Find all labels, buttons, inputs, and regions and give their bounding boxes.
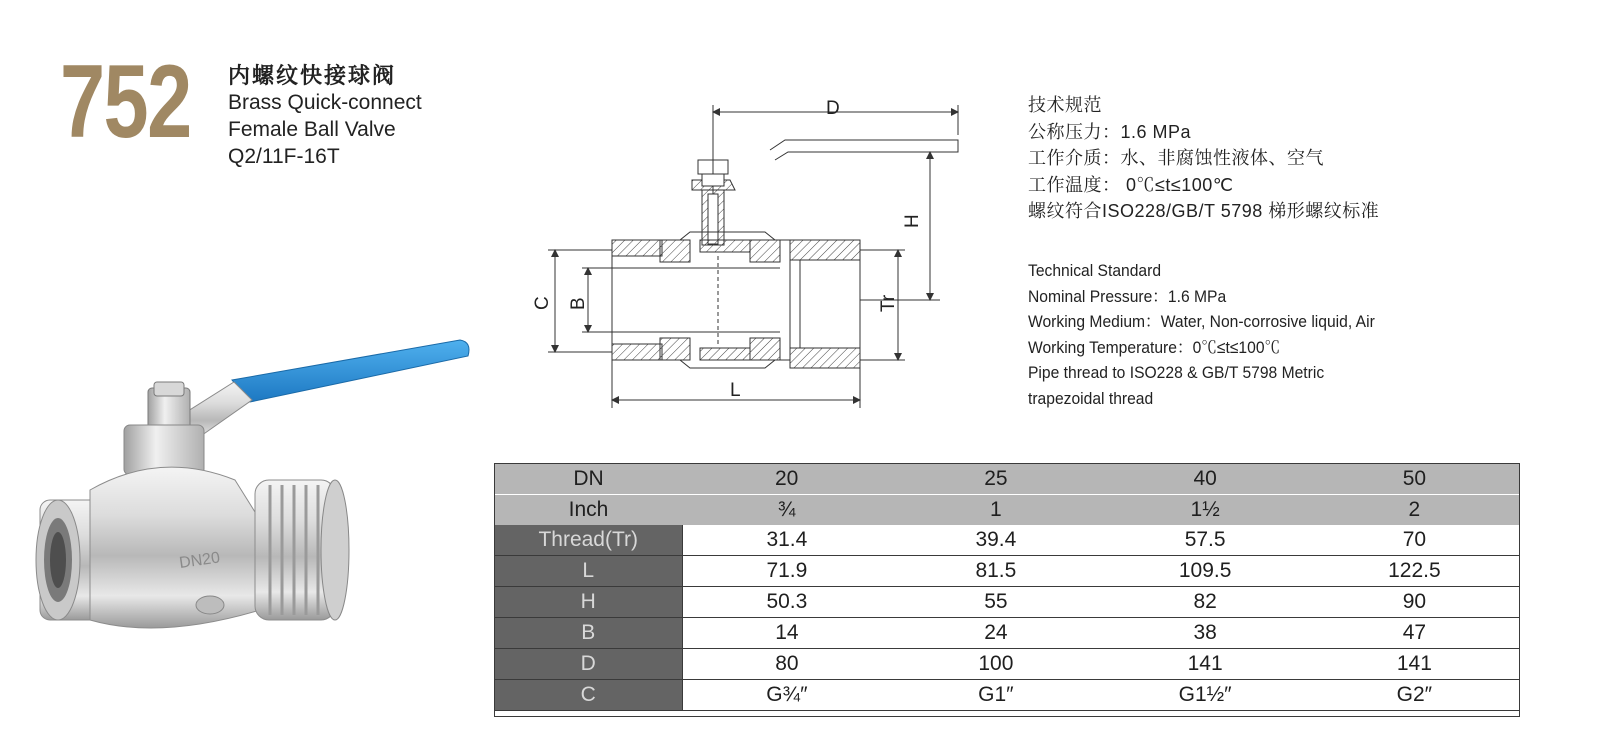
table-row	[495, 587, 1519, 618]
spec-en-line3: Working Temperature：0℃≤t≤100℃	[1028, 337, 1281, 357]
table-cell: 2	[1310, 495, 1519, 526]
valve-body	[90, 467, 260, 628]
dim-label-l: L	[730, 380, 741, 401]
table-cell: 82	[1101, 587, 1310, 618]
table-cell: G1½″	[1101, 680, 1310, 711]
technical-drawing	[520, 90, 990, 420]
dim-label-h: H	[902, 214, 923, 228]
spec-en-heading: Technical Standard	[1028, 261, 1162, 280]
table-cell: G1″	[891, 680, 1100, 711]
spec-en-line4: Pipe thread to ISO228 & GB/T 5798 Metric	[1028, 363, 1325, 382]
title-cn: 内螺纹快接球阀	[228, 63, 397, 88]
table-cell: 122.5	[1310, 556, 1519, 587]
table-cell: 71.9	[682, 556, 891, 587]
table-cell: 57.5	[1101, 525, 1310, 556]
spec-cn	[1028, 92, 1379, 225]
table-cell: 40	[1101, 464, 1310, 495]
row-label: L	[495, 556, 682, 587]
product-code: Q2/11F-16T	[228, 145, 340, 168]
product-photo	[20, 320, 480, 650]
table-row	[495, 649, 1519, 680]
table-cell: 141	[1310, 649, 1519, 680]
row-label: Thread(Tr)	[495, 525, 682, 556]
title-en-line1: Brass Quick-connect	[228, 91, 422, 114]
table-cell: 100	[891, 649, 1100, 680]
table-row	[495, 464, 1519, 495]
table-cell: 1½	[1101, 495, 1310, 526]
table-cell: 47	[1310, 618, 1519, 649]
table-cell: 70	[1310, 525, 1519, 556]
table-cell: G2″	[1310, 680, 1519, 711]
row-label: H	[495, 587, 682, 618]
table-cell: 109.5	[1101, 556, 1310, 587]
dim-label-tr: Tr	[878, 294, 899, 312]
table-cell: 39.4	[891, 525, 1100, 556]
spec-cn-line3: 工作温度： 0℃≤t≤100℃	[1028, 174, 1234, 195]
table-cell: 25	[891, 464, 1100, 495]
spec-en-line1: Nominal Pressure：1.6 MPa	[1028, 286, 1227, 306]
spec-cn-line2: 工作介质：水、非腐蚀性液体、空气	[1028, 148, 1324, 168]
table-cell: 24	[891, 618, 1100, 649]
table-cell: 31.4	[682, 525, 891, 556]
table-cell: 20	[682, 464, 891, 495]
title-block	[228, 62, 422, 170]
table-row	[495, 680, 1519, 711]
table-cell: 80	[682, 649, 891, 680]
spec-en-line2: Working Medium：Water, Non-corrosive liquid, Air	[1028, 312, 1375, 331]
spec-en-line5: trapezoidal thread	[1028, 388, 1154, 408]
dim-label-d: D	[826, 98, 840, 119]
row-label: DN	[495, 464, 682, 495]
spec-cn-line4: 螺纹符合ISO228/GB/T 5798 梯形螺纹标准	[1028, 201, 1380, 221]
table-cell: G¾″	[682, 680, 891, 711]
spec-en	[1028, 258, 1405, 411]
table-row	[495, 556, 1519, 587]
row-label: C	[495, 680, 682, 711]
dimension-table	[495, 464, 1519, 711]
table-cell: 81.5	[891, 556, 1100, 587]
row-label: Inch	[495, 495, 682, 526]
dim-label-c: C	[532, 296, 553, 310]
model-number: 752	[60, 44, 191, 160]
stem-nut	[124, 382, 204, 475]
title-en-line2: Female Ball Valve	[228, 118, 396, 141]
table-cell: 38	[1101, 618, 1310, 649]
table-cell: ¾	[682, 495, 891, 526]
table-cell: 1	[891, 495, 1100, 526]
table-row	[495, 525, 1519, 556]
row-label: B	[495, 618, 682, 649]
male-end	[255, 480, 349, 620]
table-cell: 90	[1310, 587, 1519, 618]
body-marking: DN20	[178, 549, 222, 572]
table-row	[495, 618, 1519, 649]
table-cell: 14	[682, 618, 891, 649]
table-row	[495, 495, 1519, 526]
table-cell: 141	[1101, 649, 1310, 680]
dim-label-b: B	[568, 297, 589, 310]
spec-cn-heading: 技术规范	[1028, 95, 1102, 115]
row-label: D	[495, 649, 682, 680]
table-cell: 50.3	[682, 587, 891, 618]
table-cell: 55	[891, 587, 1100, 618]
table-cell: 50	[1310, 464, 1519, 495]
spec-cn-line1: 公称压力：1.6 MPa	[1028, 121, 1192, 142]
